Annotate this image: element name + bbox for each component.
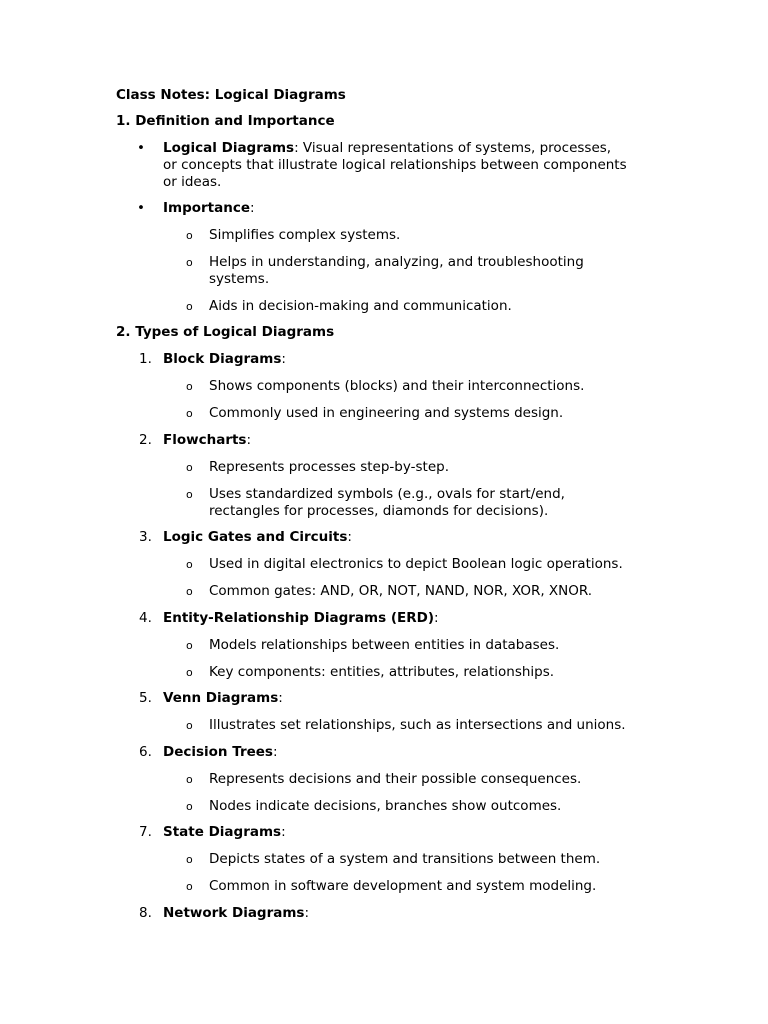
term-flowcharts: Flowcharts (163, 432, 247, 448)
document-title: Class Notes: Logical Diagrams (116, 87, 346, 103)
list-item-heading (163, 351, 286, 368)
list-item-heading (163, 905, 309, 922)
term-suffix: : (434, 610, 439, 626)
sub-item-text: Used in digital electronics to depict Boolean logic operations. (209, 556, 623, 572)
item-number: 4. (139, 610, 152, 626)
sub-item-text: Depicts states of a system and transitions between them. (209, 851, 601, 867)
sub-bullet-glyph: o (186, 719, 193, 732)
list-item-heading (163, 690, 283, 707)
term-suffix: : (347, 529, 352, 545)
sub-bullet-glyph: o (186, 488, 193, 501)
sub-item-text: Shows components (blocks) and their interconnections. (209, 378, 585, 394)
sub-bullet-glyph: o (186, 558, 193, 571)
sub-bullet-glyph: o (186, 585, 193, 598)
sub-item-text: Aids in decision-making and communication. (209, 298, 512, 314)
list-item-heading (163, 824, 286, 841)
sub-bullet-glyph: o (186, 666, 193, 679)
sub-bullet-glyph: o (186, 300, 193, 313)
item-number: 3. (139, 529, 152, 545)
item-number: 2. (139, 432, 152, 448)
term-state-diagrams: State Diagrams (163, 824, 282, 840)
sub-item-text: systems. (209, 271, 270, 287)
sub-item-text: Key components: entities, attributes, relationships. (209, 664, 555, 680)
definition-line (163, 140, 611, 157)
sub-bullet-glyph: o (186, 880, 193, 893)
sub-bullet-glyph: o (186, 229, 193, 242)
sub-item-text: rectangles for processes, diamonds for decisions). (209, 503, 549, 519)
term-block-diagrams: Block Diagrams (163, 351, 282, 367)
term-venn-diagrams: Venn Diagrams (163, 690, 279, 706)
term-decision-trees: Decision Trees (163, 744, 273, 760)
bullet-glyph: • (137, 140, 145, 156)
list-item-heading (163, 610, 439, 627)
term-suffix: : (272, 744, 278, 760)
term-suffix: : (246, 432, 252, 448)
sub-bullet-glyph: o (186, 461, 193, 474)
item-number: 1. (139, 351, 152, 367)
importance-line (163, 200, 255, 217)
item-number: 5. (139, 690, 152, 706)
section-heading-definition: 1. Definition and Importance (116, 113, 335, 129)
term-suffix: : (304, 905, 310, 921)
sub-item-text: Common in software development and system modeling. (209, 878, 597, 894)
term-network-diagrams: Network Diagrams (163, 905, 305, 921)
term-logical-diagrams: Logical Diagrams (163, 140, 295, 156)
sub-item-text: Simplifies complex systems. (209, 227, 401, 243)
item-number: 8. (139, 905, 152, 921)
sub-bullet-glyph: o (186, 639, 193, 652)
term-suffix: : (278, 690, 283, 706)
sub-bullet-glyph: o (186, 256, 193, 269)
sub-item-text: Models relationships between entities in databases. (209, 637, 560, 653)
definition-text: or concepts that illustrate logical relationships between components (163, 157, 627, 173)
term-suffix: : (281, 824, 286, 840)
sub-item-text: Uses standardized symbols (e.g., ovals for start/end, (209, 486, 565, 502)
sub-item-text: Represents processes step-by-step. (209, 459, 449, 475)
sub-item-text: Nodes indicate decisions, branches show outcomes. (209, 798, 562, 814)
bullet-glyph: • (137, 200, 145, 216)
term-suffix: : (281, 351, 286, 367)
sub-bullet-glyph: o (186, 800, 193, 813)
sub-item-text: Represents decisions and their possible consequences. (209, 771, 582, 787)
sub-item-text: Commonly used in engineering and systems design. (209, 405, 564, 421)
term-suffix: : (250, 200, 255, 216)
sub-item-text: Common gates: AND, OR, NOT, NAND, NOR, XOR, XNOR. (209, 583, 593, 599)
term-erd: Entity-Relationship Diagrams (ERD) (163, 610, 435, 626)
sub-bullet-glyph: o (186, 773, 193, 786)
item-number: 7. (139, 824, 152, 840)
sub-item-text: Helps in understanding, analyzing, and troubleshooting (209, 254, 584, 270)
list-item-heading (163, 744, 278, 761)
definition-text: or ideas. (163, 174, 222, 190)
sub-bullet-glyph: o (186, 380, 193, 393)
sub-bullet-glyph: o (186, 407, 193, 420)
list-item-heading (163, 432, 251, 449)
section-heading-types: 2. Types of Logical Diagrams (116, 324, 335, 340)
list-item-heading (163, 529, 352, 546)
term-logic-gates: Logic Gates and Circuits (163, 529, 348, 545)
item-number: 6. (139, 744, 152, 760)
sub-item-text: Illustrates set relationships, such as intersections and unions. (209, 717, 626, 733)
sub-bullet-glyph: o (186, 853, 193, 866)
term-importance: Importance (163, 200, 251, 216)
definition-text: : Visual representations of systems, processes, (294, 140, 612, 156)
